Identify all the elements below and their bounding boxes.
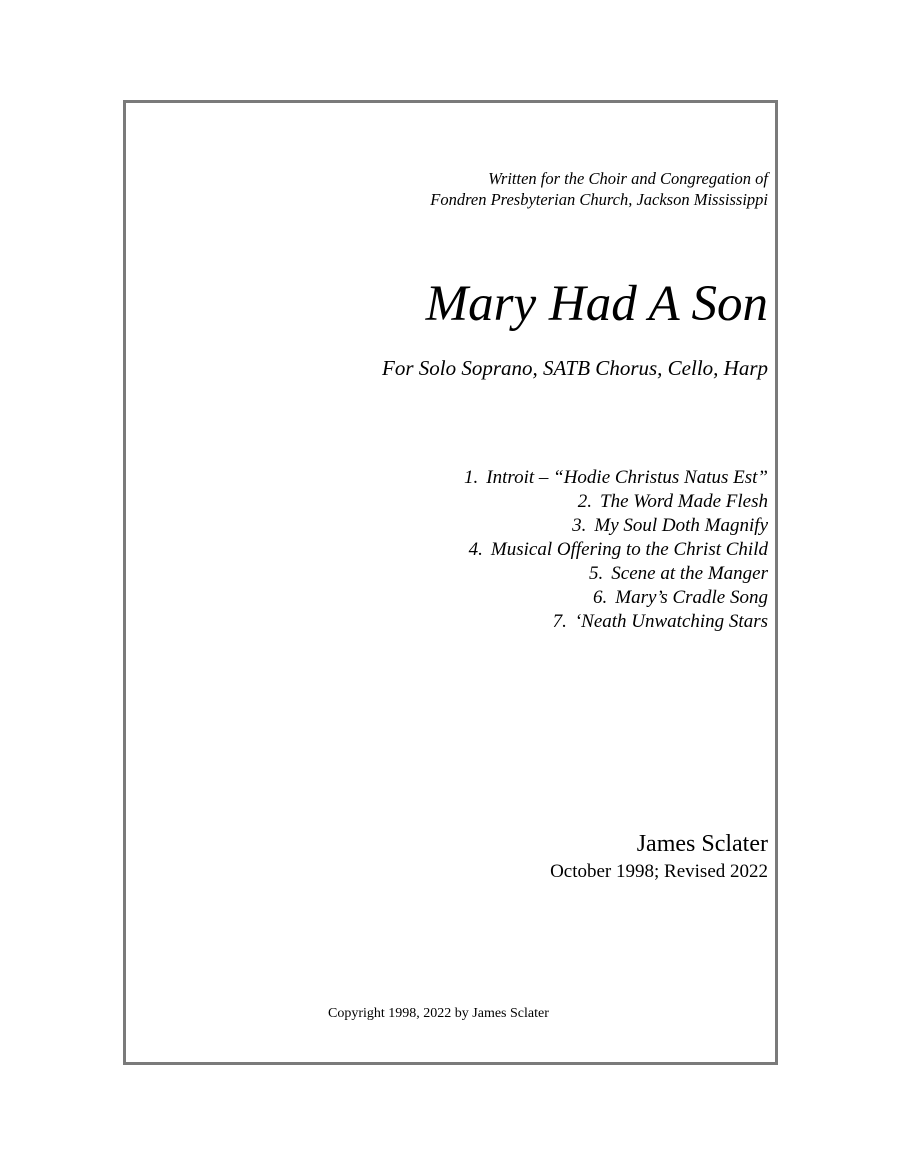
movement-name: The Word Made Flesh [600, 491, 768, 512]
movement-number: 7. [552, 611, 567, 632]
movement-list [464, 466, 768, 634]
score-title: Mary Had A Son [425, 276, 768, 332]
composition-date: October 1998; Revised 2022 [550, 861, 768, 882]
movement-item-2 [464, 490, 768, 514]
movement-number: 4. [468, 539, 483, 560]
movement-item-5 [464, 562, 768, 586]
movement-number: 6. [593, 587, 608, 608]
movement-name: My Soul Doth Magnify [594, 515, 768, 536]
movement-name: Scene at the Manger [611, 563, 768, 584]
composer-name: James Sclater [636, 831, 768, 857]
movement-item-1 [464, 466, 768, 490]
movement-number: 5. [589, 563, 604, 584]
dedication-line-1: Written for the Choir and Congregation of [488, 169, 768, 188]
movement-item-4 [464, 538, 768, 562]
movement-name: Introit – “Hodie Christus Natus Est” [486, 467, 768, 488]
movement-number: 1. [464, 467, 479, 488]
movement-name: ‘Neath Unwatching Stars [574, 611, 768, 632]
dedication-line-2: Fondren Presbyterian Church, Jackson Mississippi [430, 190, 768, 209]
movement-name: Musical Offering to the Christ Child [490, 539, 768, 560]
instrumentation-subtitle: For Solo Soprano, SATB Chorus, Cello, Harp [382, 356, 768, 380]
dedication [430, 168, 768, 210]
movement-item-6 [464, 586, 768, 610]
movement-name: Mary’s Cradle Song [615, 587, 768, 608]
movement-item-7 [464, 610, 768, 634]
movement-item-3 [464, 514, 768, 538]
copyright-notice: Copyright 1998, 2022 by James Sclater [328, 1006, 549, 1021]
movement-number: 2. [577, 491, 592, 512]
movement-number: 3. [572, 515, 587, 536]
